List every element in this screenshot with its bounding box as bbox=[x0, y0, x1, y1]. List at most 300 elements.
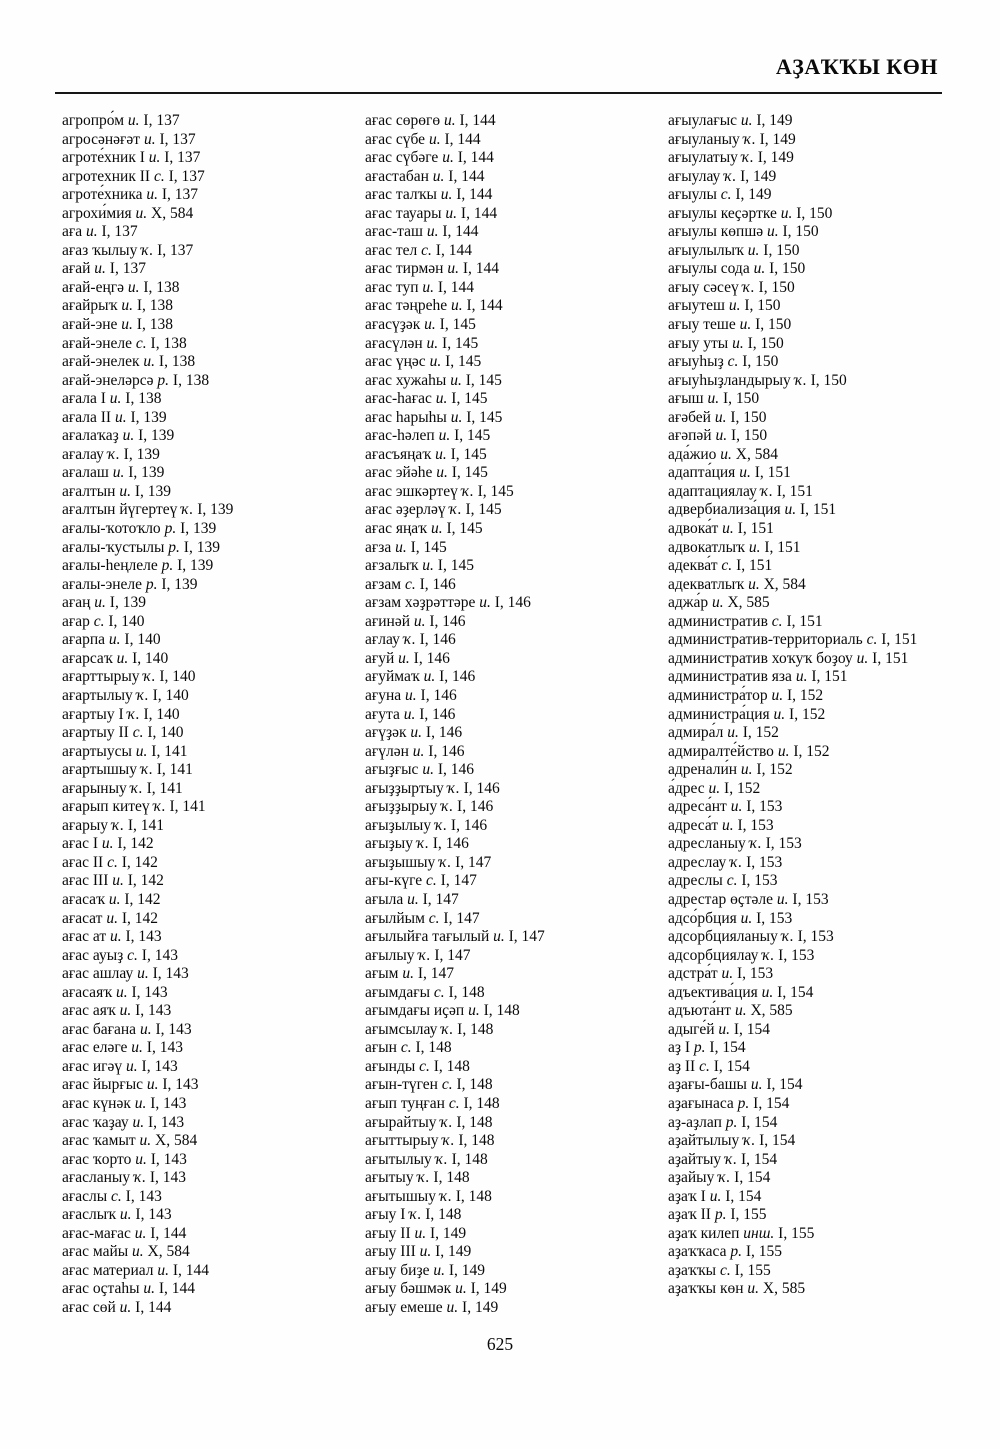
entry-ref: I, 153 bbox=[737, 965, 774, 983]
entry-ref: I, 154 bbox=[759, 1132, 796, 1150]
entry-pos: и. bbox=[747, 1280, 760, 1298]
entry-word: адстра́т bbox=[668, 965, 718, 983]
index-column-3 bbox=[668, 112, 971, 1299]
entry-ref: I, 139 bbox=[134, 482, 172, 500]
entry-ref: I, 151 bbox=[736, 557, 773, 575]
entry-pos: ҡ. bbox=[417, 1169, 430, 1187]
entry-word: ағасаҡ bbox=[62, 890, 105, 908]
entry-word: ағза bbox=[365, 538, 392, 556]
index-entry bbox=[668, 984, 971, 1003]
entry-ref: I, 149 bbox=[735, 186, 772, 204]
index-entry bbox=[62, 631, 365, 650]
entry-pos: ҡ. bbox=[434, 816, 448, 834]
entry-word: ағарпа bbox=[62, 631, 106, 649]
entry-word: ағас майы bbox=[62, 1243, 129, 1261]
entry-pos: ҡ. bbox=[449, 501, 462, 519]
entry-word: аҙаҡ килеп bbox=[668, 1224, 740, 1242]
entry-word: администра́тор bbox=[668, 686, 768, 704]
entry-ref: I, 155 bbox=[745, 1243, 783, 1261]
entry-word: ағытышыу bbox=[365, 1187, 436, 1205]
index-entry bbox=[668, 260, 971, 279]
index-entry bbox=[62, 372, 365, 391]
entry-ref: I, 153 bbox=[765, 835, 802, 853]
entry-pos: ҡ. bbox=[136, 686, 149, 704]
entry-ref: I, 139 bbox=[138, 427, 175, 445]
entry-pos: и. bbox=[135, 204, 148, 222]
entry-pos: ҡ. bbox=[439, 853, 452, 871]
entry-word: ағыуһыҙ bbox=[668, 353, 724, 371]
index-entry bbox=[365, 928, 668, 947]
entry-ref: I, 145 bbox=[465, 371, 502, 389]
index-entry bbox=[365, 501, 668, 520]
index-entry bbox=[365, 891, 668, 910]
entry-word: адмиралте́йство bbox=[668, 742, 774, 760]
entry-pos: и. bbox=[740, 112, 753, 129]
entry-pos: с. bbox=[107, 853, 118, 871]
entry-pos: с. bbox=[421, 241, 432, 259]
entry-word: ағас III bbox=[62, 872, 109, 890]
entry-ref: I, 153 bbox=[746, 798, 783, 816]
entry-word: ағым bbox=[365, 965, 399, 983]
entry-ref: I, 150 bbox=[763, 241, 800, 259]
entry-word: ағалаҡаҙ bbox=[62, 427, 119, 445]
entry-word: ағзам bbox=[365, 575, 402, 593]
index-entry bbox=[365, 1280, 668, 1299]
entry-ref: I, 143 bbox=[125, 1187, 162, 1205]
index-entry bbox=[365, 390, 668, 409]
entry-ref: I, 138 bbox=[136, 297, 174, 315]
entry-pos: ҡ. bbox=[127, 705, 140, 723]
entry-pos: и. bbox=[780, 204, 793, 222]
entry-pos: и. bbox=[773, 705, 786, 723]
index-entry bbox=[62, 576, 365, 595]
entry-ref: I, 139 bbox=[123, 445, 160, 463]
entry-word: ағыу бәшмәк bbox=[365, 1280, 452, 1298]
entry-pos: и. bbox=[148, 149, 161, 167]
entry-word: ағымсылау bbox=[365, 1020, 438, 1038]
entry-pos: и. bbox=[784, 501, 797, 519]
entry-ref: I, 145 bbox=[446, 520, 483, 538]
entry-word: адреслау bbox=[668, 853, 727, 871]
entry-pos: и. bbox=[422, 761, 434, 779]
entry-pos: ҡ. bbox=[130, 779, 143, 797]
entry-word: ағута bbox=[365, 705, 400, 723]
entry-pos: ҡ. bbox=[794, 371, 807, 389]
index-entry bbox=[365, 687, 668, 706]
entry-pos: с. bbox=[111, 1187, 122, 1205]
index-entry bbox=[365, 372, 668, 391]
index-entry bbox=[365, 205, 668, 224]
index-entry bbox=[62, 1262, 365, 1281]
index-entry bbox=[62, 168, 365, 187]
entry-ref: I, 149 bbox=[756, 112, 793, 129]
entry-word: ағас-һағас bbox=[365, 390, 432, 408]
entry-pos: инш. bbox=[743, 1224, 775, 1242]
index-entry bbox=[668, 464, 971, 483]
entry-pos: ҡ. bbox=[409, 1206, 422, 1224]
index-entry bbox=[62, 706, 365, 725]
entry-pos: ҡ. bbox=[441, 1020, 454, 1038]
entry-pos: и. bbox=[119, 1002, 132, 1020]
entry-ref: I, 145 bbox=[477, 482, 514, 500]
entry-ref: I, 144 bbox=[456, 186, 493, 204]
index-entry bbox=[62, 1188, 365, 1207]
index-entry bbox=[365, 1299, 668, 1318]
entry-pos: и. bbox=[143, 353, 156, 371]
entry-pos: ҡ. bbox=[440, 1113, 453, 1131]
index-entry bbox=[668, 501, 971, 520]
index-entry bbox=[365, 316, 668, 335]
entry-word: адренали́н bbox=[668, 761, 738, 779]
index-entry bbox=[62, 1299, 365, 1318]
index-entry bbox=[668, 112, 971, 131]
entry-pos: и. bbox=[771, 686, 784, 704]
index-entry bbox=[62, 390, 365, 409]
entry-ref: I, 143 bbox=[150, 1094, 187, 1112]
index-entry bbox=[62, 131, 365, 150]
entry-pos: ҡ. bbox=[111, 816, 124, 834]
entry-pos: ҡ. bbox=[418, 946, 431, 964]
entry-pos: и. bbox=[747, 241, 760, 259]
entry-word: ағалы-ҡустылы bbox=[62, 538, 165, 556]
entry-word: ағас әҙерләү bbox=[365, 501, 446, 519]
entry-pos: ҡ. bbox=[762, 946, 775, 964]
running-header-title: АҘАҠҠЫ КӨН bbox=[775, 54, 938, 79]
index-entry bbox=[365, 279, 668, 298]
index-entry bbox=[668, 613, 971, 632]
entry-pos: р. bbox=[157, 371, 170, 389]
entry-ref: I, 146 bbox=[439, 668, 476, 686]
entry-pos: с. bbox=[866, 631, 878, 649]
entry-ref: X, 584 bbox=[151, 204, 194, 222]
index-entry bbox=[62, 1058, 365, 1077]
entry-pos: р. bbox=[161, 557, 174, 575]
entry-pos: и. bbox=[739, 316, 752, 334]
entry-pos: ҡ. bbox=[760, 482, 773, 500]
index-entry bbox=[365, 1002, 668, 1021]
entry-ref: I, 143 bbox=[135, 1206, 172, 1224]
entry-ref: X, 585 bbox=[750, 1002, 793, 1020]
entry-pos: ҡ. bbox=[741, 149, 754, 167]
entry-ref: I, 140 bbox=[132, 649, 169, 667]
index-entry bbox=[365, 131, 668, 150]
entry-ref: I, 137 bbox=[164, 149, 201, 167]
entry-pos: и. bbox=[424, 316, 436, 334]
entry-word: ағүҙәк bbox=[365, 724, 407, 742]
entry-ref: I, 142 bbox=[124, 890, 161, 908]
entry-word: ағылыйға тағылый bbox=[365, 928, 490, 946]
index-entry bbox=[365, 1058, 668, 1077]
entry-pos: и. bbox=[450, 408, 463, 426]
entry-word: ағас эшкәртеү bbox=[365, 482, 458, 500]
entry-ref: I, 154 bbox=[733, 1020, 771, 1038]
index-entry bbox=[365, 483, 668, 502]
entry-word: ағыу теше bbox=[668, 316, 736, 334]
index-entry bbox=[62, 780, 365, 799]
entry-word: адвокатлыҡ bbox=[668, 538, 745, 556]
entry-word: ағалтын йүгертеү bbox=[62, 501, 178, 519]
index-entry bbox=[668, 910, 971, 929]
entry-pos: ҡ. bbox=[107, 445, 120, 463]
index-entry bbox=[668, 186, 971, 205]
entry-pos: и. bbox=[722, 520, 734, 538]
entry-word: ағайрыҡ bbox=[62, 297, 118, 315]
index-entry bbox=[365, 798, 668, 817]
entry-pos: ҡ. bbox=[447, 779, 460, 797]
index-entry bbox=[365, 576, 668, 595]
entry-pos: и. bbox=[132, 1113, 145, 1131]
index-entry bbox=[668, 1243, 971, 1262]
entry-word: ағыулы bbox=[668, 186, 717, 204]
entry-pos: и. bbox=[410, 724, 423, 742]
entry-pos: и. bbox=[435, 445, 447, 463]
index-entry bbox=[668, 297, 971, 316]
entry-word: ағас сөрөгө bbox=[365, 112, 441, 129]
index-entry bbox=[62, 1206, 365, 1225]
index-entry bbox=[365, 1262, 668, 1281]
entry-pos: ҡ. bbox=[730, 853, 743, 871]
entry-word: ағын bbox=[365, 1039, 397, 1057]
entry-ref: I, 154 bbox=[777, 983, 814, 1001]
entry-word: ағас талҡы bbox=[365, 186, 437, 204]
entry-pos: и. bbox=[114, 408, 127, 426]
entry-ref: I, 142 bbox=[121, 853, 158, 871]
entry-pos: и. bbox=[137, 965, 149, 983]
entry-ref: I, 147 bbox=[440, 872, 477, 890]
entry-pos: ҡ. bbox=[781, 928, 794, 946]
entry-ref: I, 154 bbox=[740, 1150, 778, 1168]
entry-ref: I, 148 bbox=[458, 1132, 495, 1150]
entry-ref: I, 144 bbox=[437, 278, 475, 296]
entry-pos: и. bbox=[398, 649, 410, 667]
entry-word: ағыу II bbox=[365, 1224, 411, 1242]
entry-ref: I, 145 bbox=[454, 427, 491, 445]
entry-word: ағыутеш bbox=[668, 297, 725, 315]
entry-ref: I, 144 bbox=[158, 1280, 196, 1298]
entry-word: ағастабан bbox=[365, 167, 429, 185]
entry-pos: ҡ. bbox=[141, 241, 154, 259]
entry-word: ағынды bbox=[365, 1057, 416, 1075]
entry-pos: с. bbox=[428, 909, 440, 927]
entry-pos: с. bbox=[127, 946, 138, 964]
index-entry bbox=[365, 1021, 668, 1040]
index-entry bbox=[668, 743, 971, 762]
entry-word: ағарыу bbox=[62, 816, 109, 834]
entry-ref: I, 144 bbox=[466, 297, 503, 315]
entry-word: ағас I bbox=[62, 835, 99, 853]
index-entry bbox=[365, 557, 668, 576]
entry-word: ағалаш bbox=[62, 464, 109, 482]
entry-pos: и. bbox=[856, 649, 869, 667]
index-entry bbox=[365, 835, 668, 854]
entry-word: ағартыу I bbox=[62, 705, 124, 723]
entry-word: адреслы bbox=[668, 872, 723, 890]
entry-ref: I, 154 bbox=[725, 1187, 762, 1205]
entry-pos: и. bbox=[426, 334, 439, 352]
index-entry bbox=[62, 594, 365, 613]
index-entry bbox=[668, 316, 971, 335]
entry-pos: и. bbox=[493, 928, 505, 946]
entry-pos: и. bbox=[403, 705, 416, 723]
entry-word: ағын-түген bbox=[365, 1076, 438, 1094]
index-entry bbox=[668, 335, 971, 354]
entry-word: агротехник II bbox=[62, 167, 151, 185]
entry-ref: I, 148 bbox=[425, 1206, 462, 1224]
entry-ref: I, 140 bbox=[159, 668, 196, 686]
entry-pos: и. bbox=[708, 779, 721, 797]
entry-word: ағартыусы bbox=[62, 742, 132, 760]
entry-pos: и. bbox=[443, 112, 456, 129]
entry-ref: I, 144 bbox=[462, 260, 499, 278]
entry-ref: I, 145 bbox=[450, 445, 487, 463]
index-entry bbox=[365, 965, 668, 984]
entry-word: ағып туңған bbox=[365, 1094, 445, 1112]
index-entry bbox=[668, 1132, 971, 1151]
entry-word: ағас эйәһе bbox=[365, 464, 433, 482]
entry-ref: I, 150 bbox=[742, 353, 779, 371]
entry-word: ағас туп bbox=[365, 278, 419, 296]
index-entry bbox=[668, 390, 971, 409]
entry-ref: X, 584 bbox=[735, 445, 778, 463]
entry-word: агропро́м bbox=[62, 112, 125, 129]
entry-ref: I, 149 bbox=[759, 130, 796, 148]
entry-pos: с. bbox=[400, 1039, 412, 1057]
entry-pos: р. bbox=[145, 575, 158, 593]
entry-ref: I, 149 bbox=[448, 1261, 486, 1279]
entry-word: аҙағынаса bbox=[668, 1094, 734, 1112]
index-entry bbox=[668, 1151, 971, 1170]
entry-word: адеква́т bbox=[668, 557, 718, 575]
entry-word: ағартыу II bbox=[62, 724, 129, 742]
entry-ref: X, 584 bbox=[155, 1132, 198, 1150]
entry-word: ағасаяҡ bbox=[62, 983, 113, 1001]
entry-ref: I, 151 bbox=[764, 538, 801, 556]
entry-ref: I, 153 bbox=[797, 928, 834, 946]
entry-word: ағыҙыу bbox=[365, 835, 413, 853]
entry-word: ағас II bbox=[62, 853, 104, 871]
index-entry bbox=[365, 260, 668, 279]
entry-ref: I, 140 bbox=[152, 686, 189, 704]
entry-word: ағас тәңреһе bbox=[365, 297, 448, 315]
entry-ref: I, 143 bbox=[135, 1002, 172, 1020]
entry-ref: I, 138 bbox=[136, 316, 173, 334]
index-entry bbox=[62, 835, 365, 854]
entry-word: ағзалыҡ bbox=[365, 557, 419, 575]
entry-ref: I, 147 bbox=[422, 890, 459, 908]
entry-pos: и. bbox=[447, 260, 459, 278]
entry-ref: I, 149 bbox=[435, 1243, 472, 1261]
entry-pos: и. bbox=[468, 1002, 480, 1020]
entry-pos: и. bbox=[732, 334, 744, 352]
index-entry bbox=[62, 947, 365, 966]
entry-ref: I, 144 bbox=[135, 1299, 172, 1316]
entry-ref: I, 153 bbox=[746, 853, 783, 871]
entry-pos: и. bbox=[127, 278, 140, 296]
entry-word: ағыу биҙе bbox=[365, 1261, 430, 1279]
entry-pos: и. bbox=[157, 1261, 170, 1279]
entry-pos: и. bbox=[131, 1039, 143, 1057]
entry-ref: I, 138 bbox=[125, 390, 162, 408]
entry-ref: I, 145 bbox=[442, 334, 479, 352]
entry-pos: ҡ. bbox=[742, 278, 755, 296]
entry-word: ағас тел bbox=[365, 241, 418, 259]
index-entry bbox=[365, 242, 668, 261]
index-entry bbox=[668, 1225, 971, 1244]
entry-ref: I, 144 bbox=[460, 204, 498, 222]
entry-pos: и. bbox=[143, 1280, 156, 1298]
entry-word: ағасланыу bbox=[62, 1169, 131, 1187]
index-entry bbox=[62, 928, 365, 947]
entry-pos: р. bbox=[730, 1243, 742, 1261]
entry-pos: и. bbox=[430, 520, 443, 538]
entry-word: адъюта́нт bbox=[668, 1002, 732, 1020]
entry-ref: I, 144 bbox=[444, 130, 481, 148]
index-entry bbox=[668, 891, 971, 910]
entry-word: ағай-эне bbox=[62, 316, 118, 334]
entry-pos: и. bbox=[426, 223, 439, 241]
index-entry bbox=[62, 1076, 365, 1095]
entry-pos: р. bbox=[714, 1206, 727, 1224]
entry-word: ағала I bbox=[62, 390, 106, 408]
entry-word: ағарсаҡ bbox=[62, 649, 113, 667]
entry-ref: I, 143 bbox=[150, 1150, 187, 1168]
entry-word: ағытылыу bbox=[365, 1150, 432, 1168]
entry-pos: и. bbox=[423, 668, 436, 686]
entry-pos: и. bbox=[435, 390, 448, 408]
index-entry bbox=[365, 520, 668, 539]
entry-pos: ҡ. bbox=[749, 835, 762, 853]
entry-ref: I, 154 bbox=[741, 1113, 778, 1131]
entry-ref: I, 148 bbox=[448, 983, 485, 1001]
entry-pos: и. bbox=[748, 575, 760, 593]
header-rule bbox=[55, 92, 942, 94]
entry-pos: ҡ. bbox=[442, 1132, 455, 1150]
index-entry bbox=[668, 1169, 971, 1188]
entry-ref: I, 146 bbox=[429, 612, 466, 630]
index-entry bbox=[668, 1262, 971, 1281]
index-entry bbox=[668, 1002, 971, 1021]
entry-ref: I, 155 bbox=[734, 1261, 771, 1279]
entry-ref: I, 144 bbox=[442, 223, 479, 241]
entry-word: ағыулы көпшә bbox=[668, 223, 764, 241]
entry-ref: I, 139 bbox=[197, 501, 234, 519]
index-entry bbox=[62, 854, 365, 873]
entry-ref: I, 149 bbox=[429, 1224, 467, 1242]
entry-ref: I, 147 bbox=[434, 946, 471, 964]
entry-word: аға bbox=[62, 223, 83, 241]
entry-pos: р. bbox=[725, 1113, 738, 1131]
entry-ref: I, 137 bbox=[109, 260, 146, 278]
entry-word: ағаң bbox=[62, 594, 91, 612]
index-entry bbox=[62, 483, 365, 502]
entry-word: ағарып китеү bbox=[62, 798, 150, 816]
entry-word: ағуна bbox=[365, 686, 402, 704]
entry-word: ағас аяҡ bbox=[62, 1002, 116, 1020]
index-entry bbox=[62, 965, 365, 984]
entry-pos: и. bbox=[440, 186, 453, 204]
entry-word: адвока́т bbox=[668, 520, 719, 538]
entry-ref: I, 146 bbox=[420, 686, 457, 704]
entry-pos: ҡ. bbox=[725, 1150, 738, 1168]
entry-pos: и. bbox=[106, 909, 118, 927]
entry-word: ағыу III bbox=[365, 1243, 416, 1261]
entry-word: аҙаҡ I bbox=[668, 1187, 706, 1205]
entry-word: ағас ҡорто bbox=[62, 1150, 132, 1168]
entry-ref: I, 139 bbox=[177, 557, 214, 575]
entry-word: ағарттырыу bbox=[62, 668, 140, 686]
entry-ref: I, 149 bbox=[462, 1299, 499, 1316]
entry-word: ағас ауыҙ bbox=[62, 946, 124, 964]
